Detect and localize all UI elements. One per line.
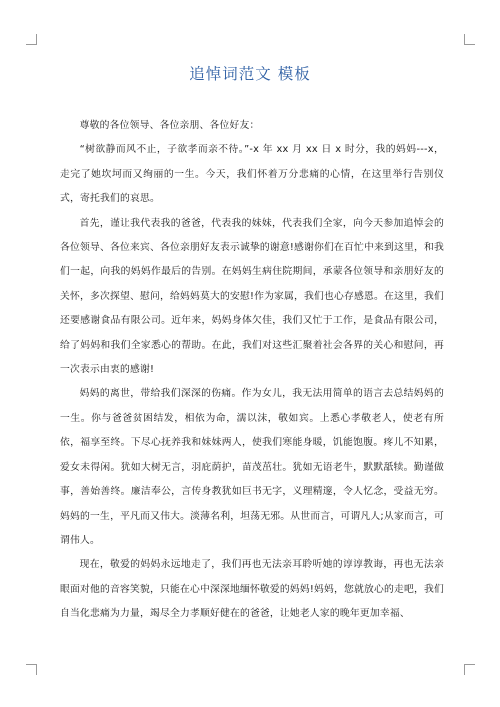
corner-mark-top-right bbox=[464, 34, 475, 45]
corner-mark-bottom-right bbox=[464, 664, 475, 675]
corner-mark-top-left bbox=[26, 34, 37, 45]
greeting-paragraph: 尊敬的各位领导、各位亲朋、各位好友： bbox=[79, 120, 260, 131]
document-title: 追悼词范文 模板 bbox=[189, 65, 311, 83]
document-body bbox=[60, 114, 444, 627]
body-paragraph: 现在，敬爱的妈妈永远地走了，我们再也无法亲耳聆听她的谆谆教诲，再也无法亲眼面对他的音容笑貌，只能在心中深深地缅怀敬爱的妈妈!妈妈，您就放心的走吧，我们自当化悲痛为力量，竭尽全力孝顺好健在的爸爸，让她老人家的晚年更加幸福、 bbox=[60, 559, 445, 620]
body-paragraph: “树欲静而风不止，子欲孝而亲不待。”-x 年 xx 月 xx 日 x 时分，我的妈妈---x，走完了她坎坷而又绚丽的一生。今天，我们怀着万分悲痛的心情，在这里举行告别仪式，寄托我们的哀思。 bbox=[60, 144, 444, 205]
body-paragraph: 首先，谨让我代表我的爸爸，代表我的妹妹，代表我们全家，向今天参加追悼会的各位领导、各位来宾、各位亲朋好友表示诚挚的谢意!感谢你们在百忙中来到这里，和我们一起，向我的妈妈作最后的告别。在妈妈生病住院期间，承蒙各位领导和亲朋好友的关怀，多次探望、慰问，给妈妈莫大的安慰!作为家属，我们也心存感恩。在这里，我们还要感谢食品有限公司。近年来，妈妈身体欠佳，我们又忙于工作，是食品有限公司，给了妈妈和我们全家悉心的帮助。在此，我们对这些汇聚着社会各界的关心和慰问，再一次表示由衷的感谢! bbox=[60, 217, 445, 376]
body-paragraph: 妈妈的离世，带给我们深深的伤痛。作为女儿，我无法用简单的语言去总结妈妈的一生。你与爸爸贫困结发，相依为命，濡以沫，敬如宾。上悉心孝敬老人，使老有所依，福享至终。下尽心抚养我和妹妹两人，使我们寒能身暖，饥能饱腹。疼儿不知累，爱女未得闲。犹如大树无言，羽庇荫护，苗茂茁壮。犹如无语老牛，默默舐犊。勤谨做事，善始善终。廉洁奉公，言传身教犹如巨书无字，义理精邃，令人忆念，受益无穷。妈妈的一生，平凡而又伟大。淡薄名利，坦荡无邪。从世而言，可谓凡人;从家而言，可谓伟人。 bbox=[60, 388, 444, 546]
corner-mark-bottom-left bbox=[26, 664, 37, 675]
